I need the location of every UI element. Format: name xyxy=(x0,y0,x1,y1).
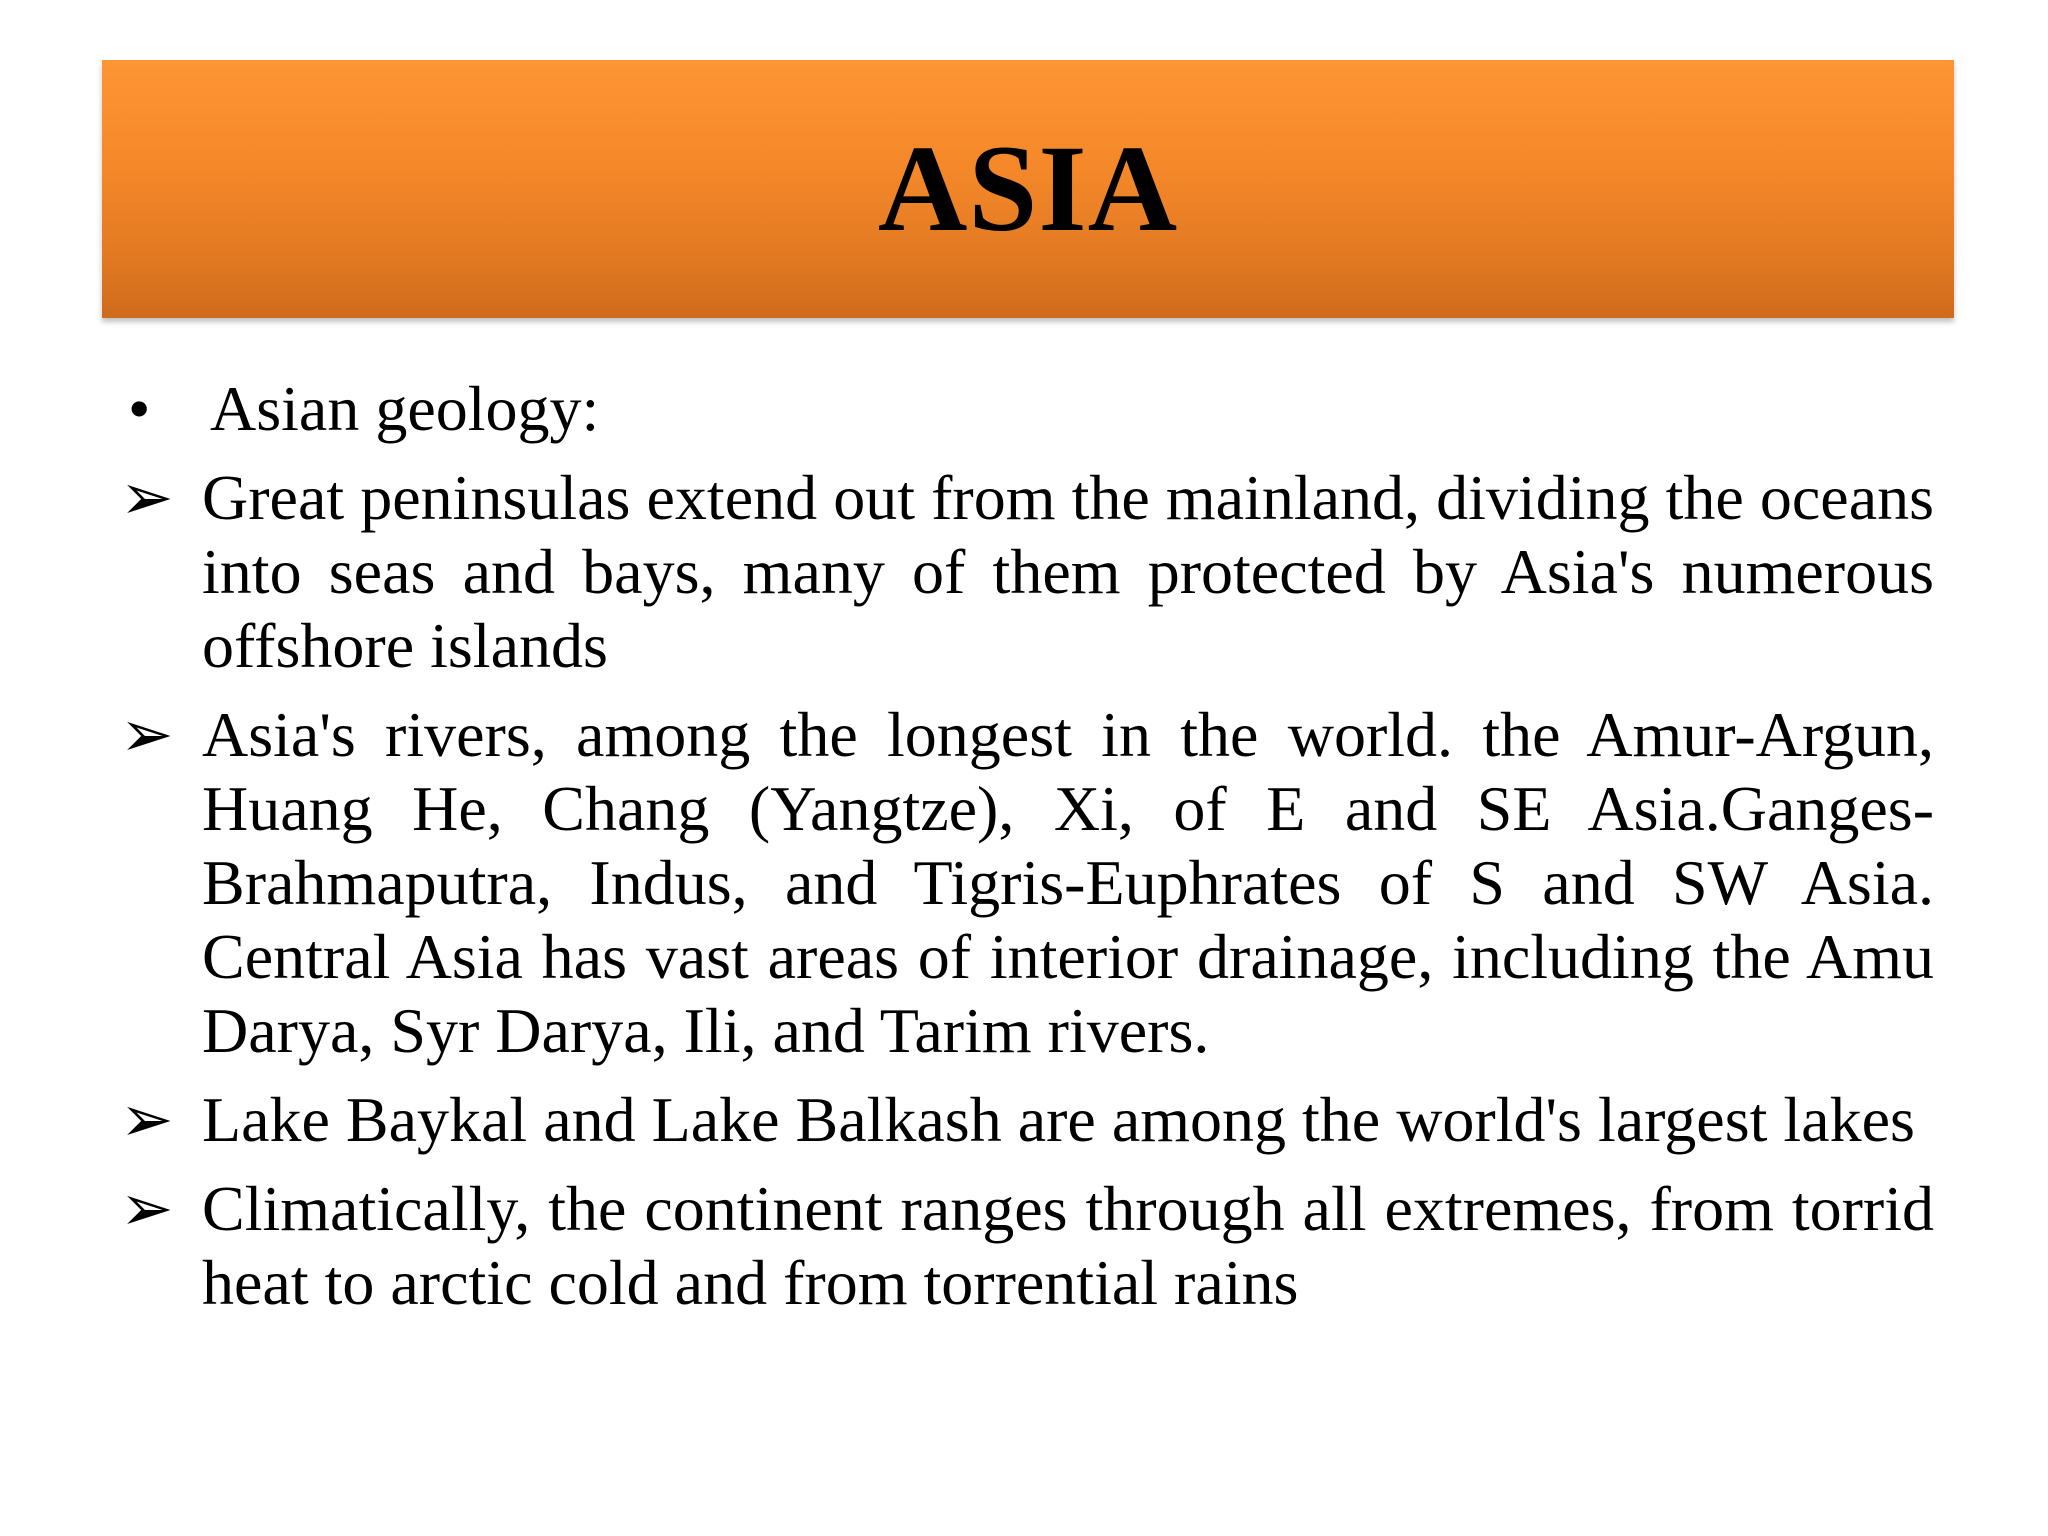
list-item-text: Climatically, the continent ranges through all extremes, from torrid heat to arctic cold and from torrential rains xyxy=(202,1173,1934,1318)
list-item-text: Lake Baykal and Lake Balkash are among the world's largest lakes xyxy=(202,1084,1915,1155)
list-item-geology xyxy=(120,372,1934,446)
bullet-icon: • xyxy=(128,373,151,444)
arrow-bullet-icon: ➢ xyxy=(120,1173,174,1244)
list-item-climate xyxy=(120,1172,1934,1320)
slide-title: ASIA xyxy=(877,120,1179,257)
list-item-text: Asia's rivers, among the longest in the world. the Amur-Argun, Huang He, Chang (Yangtze), Xi, of E and SE Asia.Ganges-Brahmaputra, Indus, and Tigris-Euphrates of S and SW Asia. Central Asia has vast areas of interior drainage, including the Amu Darya, Syr Darya, Ili, and Tarim rivers. xyxy=(202,699,1934,1066)
list-item-text: Great peninsulas extend out from the mainland, dividing the oceans into seas and bays, many of them protected by Asia's numerous offshore islands xyxy=(202,462,1934,681)
arrow-bullet-icon: ➢ xyxy=(120,1084,174,1155)
list-item-peninsulas xyxy=(120,461,1934,683)
list-item-lakes xyxy=(120,1083,1934,1157)
arrow-bullet-icon: ➢ xyxy=(120,699,174,770)
list-item-rivers xyxy=(120,698,1934,1068)
title-banner xyxy=(102,60,1954,318)
arrow-bullet-icon: ➢ xyxy=(120,462,174,533)
bullet-list xyxy=(120,372,1934,1320)
list-item-text: Asian geology: xyxy=(210,373,600,444)
